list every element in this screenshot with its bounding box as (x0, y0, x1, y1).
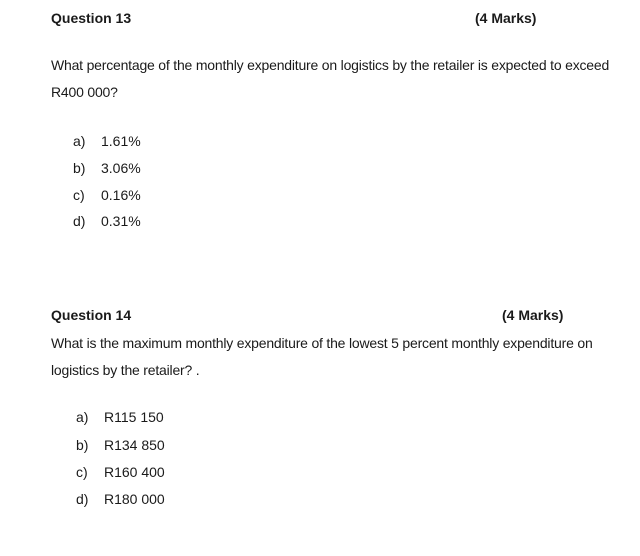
option-value: 0.16% (101, 187, 141, 203)
question-14-marks: (4 Marks) (502, 307, 564, 323)
option-letter: b) (76, 437, 89, 453)
question-13-option-a (73, 132, 141, 150)
question-14-title: Question 14 (51, 307, 132, 323)
question-14-option-b (76, 436, 165, 454)
option-value: R134 850 (104, 437, 165, 453)
question-13-text (51, 52, 611, 106)
option-value: 3.06% (101, 160, 141, 176)
option-letter: a) (76, 409, 89, 425)
question-13-option-d (73, 212, 141, 230)
option-letter: d) (73, 213, 86, 229)
question-13-option-c (73, 186, 141, 204)
question-13-option-b (73, 159, 141, 177)
question-14-option-a (76, 408, 164, 426)
question-13-marks: (4 Marks) (475, 10, 537, 26)
option-value: 1.61% (101, 133, 141, 149)
question-13-title: Question 13 (51, 10, 132, 26)
option-value: R160 400 (104, 464, 165, 480)
question-14-option-c (76, 463, 165, 481)
question-13-text-line-2: R400 000? (51, 84, 118, 100)
option-letter: d) (76, 491, 89, 507)
question-13-text-line-1: What percentage of the monthly expenditure on logistics by the retailer is expected to exceed (51, 57, 610, 73)
option-value: R180 000 (104, 491, 165, 507)
option-letter: c) (73, 187, 85, 203)
option-value: R115 150 (104, 409, 164, 425)
option-value: 0.31% (101, 213, 141, 229)
question-14-text-line-2: logistics by the retailer? . (51, 362, 200, 378)
question-14-text (51, 330, 611, 384)
question-14-option-d (76, 490, 165, 508)
option-letter: b) (73, 160, 86, 176)
question-14-text-line-1: What is the maximum monthly expenditure of the lowest 5 percent monthly expenditure on (51, 335, 593, 351)
option-letter: c) (76, 464, 88, 480)
option-letter: a) (73, 133, 86, 149)
